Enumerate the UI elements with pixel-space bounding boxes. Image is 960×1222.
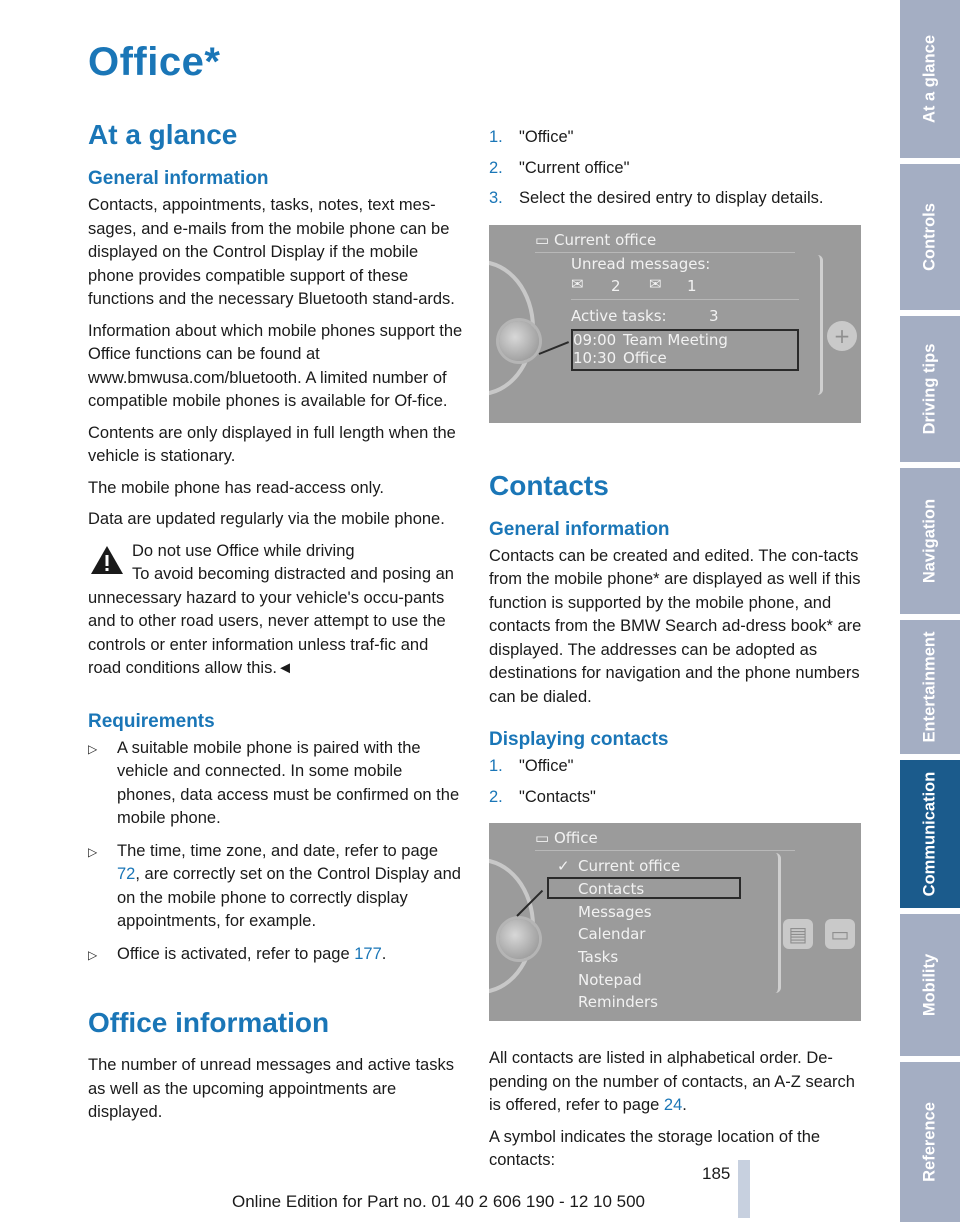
appointment-time: 09:00 — [573, 330, 617, 349]
envelope-alert-icon: ✉ — [649, 274, 662, 293]
notepad-option-icon: ▤ — [783, 919, 813, 949]
tab-at-a-glance[interactable]: At a glance — [900, 0, 960, 158]
warning-triangle-icon — [90, 544, 124, 576]
list-item: 3. Select the desired entry to display details. — [489, 189, 824, 207]
notepad-icon: ▭ — [535, 230, 550, 249]
screen-title: ▭ Office — [535, 829, 598, 847]
checkmark-icon: ✓ — [557, 857, 570, 875]
list-item — [88, 943, 464, 968]
bullet-arrow-icon: ▷ — [88, 947, 98, 962]
paragraph: Data are updated regularly via the mobile phone. — [88, 510, 445, 528]
menu-item: Tasks — [578, 948, 619, 966]
steps-list-office — [489, 126, 865, 211]
menu-item: Messages — [578, 903, 652, 921]
steps-list-contacts — [489, 755, 865, 809]
page-marker — [738, 1160, 750, 1218]
unread-count: 2 — [611, 276, 621, 295]
screenshot-office-menu — [489, 823, 861, 1021]
paragraph: Information about which mobile phones support the Office functions can be found at www.bmwusa.com/bluetooth. A limited number of compatible mobile phones is available for Of-fice. — [88, 321, 463, 410]
notepad-icon: ▭ — [535, 829, 550, 847]
display-option-icon: ▭ — [825, 919, 855, 949]
menu-item: Reminders — [578, 993, 658, 1011]
controller-knob-icon — [499, 919, 539, 959]
warning-body: To avoid becoming distracted and posing an unnecessary hazard to your vehicle's occu-pants and to other road users, never attempt to use the controls or enter information unless traf-fic and road conditions allow this.◄ — [88, 565, 454, 677]
warning-title: Do not use Office while driving — [132, 541, 355, 560]
unread-label: Unread messages: — [571, 254, 711, 273]
tasks-count: 3 — [709, 306, 719, 325]
requirements-list — [88, 737, 464, 968]
page-number: 185 — [702, 1164, 731, 1183]
screen-title: ▭ Current office — [535, 230, 657, 249]
section-heading-office-information: Office information — [88, 1007, 330, 1038]
menu-item: Current office — [578, 857, 681, 875]
page-title: Office* — [88, 40, 221, 84]
page-link-177[interactable]: 177 — [354, 944, 382, 963]
list-item: 2. "Contacts" — [489, 787, 596, 806]
list-item-text: A suitable mobile phone is paired with the vehicle and connected. In some mobile phones, data access must be confirmed on the mobile phone. — [117, 738, 460, 827]
bullet-arrow-icon: ▷ — [88, 844, 98, 859]
subheading-displaying-contacts: Displaying contacts — [489, 729, 669, 750]
controller-knob-icon — [499, 321, 539, 361]
screenshot-current-office — [489, 225, 861, 423]
tasks-label: Active tasks: — [571, 306, 667, 325]
right-column — [489, 126, 865, 1181]
appointment-name: Office — [623, 348, 667, 367]
list-item: 1. "Office" — [489, 128, 574, 146]
paragraph: The mobile phone has read-access only. — [88, 478, 384, 497]
paragraph: All contacts are listed in alphabetical order. De-pending on the number of contacts, an A-Z search is offered, refer to page 24. — [489, 1049, 855, 1114]
list-item: 1. "Office" — [489, 757, 574, 775]
footer-text: Online Edition for Part no. 01 40 2 606 190 - 12 10 500 — [232, 1192, 646, 1211]
subheading-general-information: General information — [489, 518, 670, 540]
warning-note — [88, 540, 464, 681]
tab-mobility[interactable]: Mobility — [900, 914, 960, 1056]
section-heading-at-a-glance: At a glance — [88, 119, 238, 150]
list-item-text: Office is activated, refer to page 177. — [117, 944, 387, 963]
appointment-time: 10:30 — [573, 348, 617, 367]
menu-item: Notepad — [578, 971, 642, 989]
appointment-name: Team Meeting — [623, 330, 728, 349]
tab-entertainment[interactable]: Entertainment — [900, 620, 960, 754]
unread-count: 1 — [687, 276, 697, 295]
chapter-tabs — [900, 0, 960, 1222]
list-item-text: The time, time zone, and date, refer to page 72, are correctly set on the Control Display and on the mobile phone to correctly display appointments, for example. — [117, 841, 461, 930]
paragraph: The number of unread messages and active tasks as well as the upcoming appointments are displayed. — [88, 1056, 454, 1121]
bullet-arrow-icon: ▷ — [88, 741, 98, 756]
tab-navigation[interactable]: Navigation — [900, 468, 960, 614]
paragraph: Contacts, appointments, tasks, notes, text mes-sages, and e-mails from the mobile phone can be displayed on the Control Display if the mobile phone provides compatible support of these functions and the necessary Bluetooth stand-ards. — [88, 196, 455, 308]
tab-driving-tips[interactable]: Driving tips — [900, 316, 960, 462]
tab-communication[interactable]: Communication — [900, 760, 960, 908]
tab-reference[interactable]: Reference — [900, 1062, 960, 1222]
page-link-72[interactable]: 72 — [117, 865, 136, 883]
left-column — [88, 118, 464, 1133]
menu-item: Calendar — [578, 925, 646, 943]
subheading-general-information: General information — [88, 168, 269, 189]
paragraph: A symbol indicates the storage location of the contacts: — [489, 1127, 821, 1169]
subheading-requirements: Requirements — [88, 710, 215, 732]
tab-controls[interactable]: Controls — [900, 164, 960, 310]
menu-item: Contacts — [578, 880, 645, 898]
paragraph: Contents are only displayed in full length when the vehicle is stationary. — [88, 423, 456, 465]
plus-icon: + — [827, 321, 857, 351]
list-item: 2. "Current office" — [489, 158, 630, 177]
list-item — [88, 840, 464, 934]
list-item — [88, 737, 464, 831]
paragraph: Contacts can be created and edited. The con-tacts from the mobile phone* are displayed as well if this function is supported by the mobile phone, and contacts from the BMW Search ad-dress book* are displayed. The addresses can be adopted as destinations for navigation and the phone numbers can be dialed. — [489, 546, 862, 706]
page-link-24[interactable]: 24 — [663, 1096, 683, 1114]
section-heading-contacts: Contacts — [489, 469, 609, 501]
envelope-icon: ✉ — [571, 274, 584, 293]
